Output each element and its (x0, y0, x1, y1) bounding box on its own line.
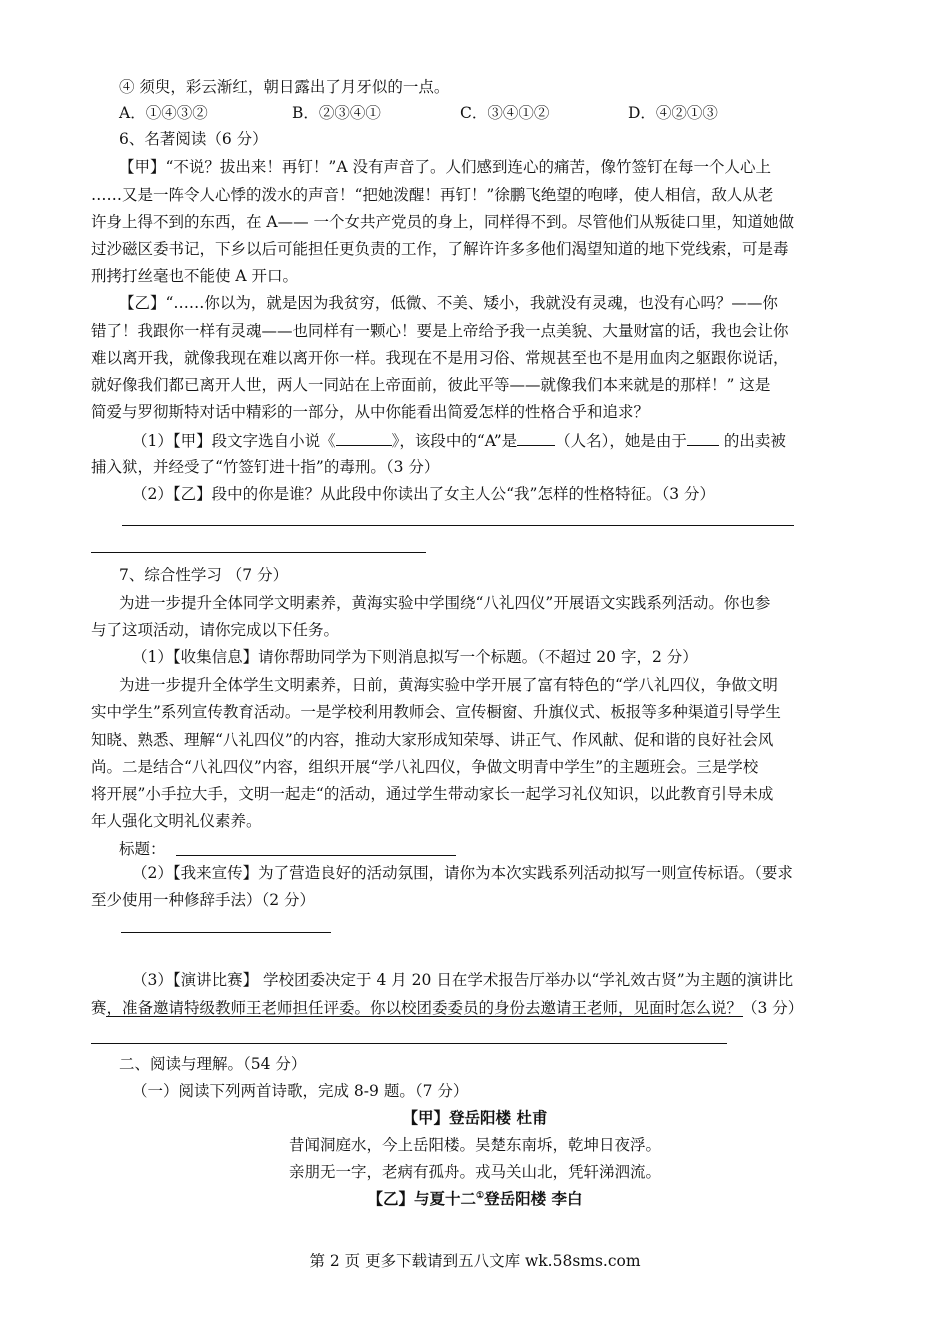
q7-news-line-5: 将开展”小手拉大手，文明一起走“的活动，通过学生带动家长一起学习礼仪知识，以此教育引导未成 (91, 785, 774, 803)
poem1-title: 【甲】登岳阳楼 杜甫 (402, 1108, 548, 1127)
q5-option-b: B．②③④① (292, 104, 381, 122)
q6-yi-line-1: 【乙】“……你以为，就是因为我贫穷，低微、不美、矮小，我就没有灵魂，也没有心吗？——你 (119, 294, 778, 312)
footnote-marker: ① (476, 1190, 485, 1201)
q6-title: 6、名著阅读（6 分） (119, 130, 268, 148)
q6-yi-line-2: 错了！我跟你一样有灵魂——也同样有一颗心！要是上帝给予我一点美貌、大量财富的话，我也会让你 (91, 322, 789, 340)
q7-sub3-line-1: （3）【演讲比赛】 学校团委决定于 4 月 20 日在学术报告厅举办以“学礼效古贤”为主题的演讲比 (132, 971, 794, 989)
q6-sub1-text-a: （1）【甲】段文字选自小说《 (132, 432, 336, 450)
q6-jia-line-4: 过沙磁区委书记，下乡以后可能担任更负责的工作，了解许许多多他们渴望知道的地下党线索，可是毒 (91, 240, 789, 258)
part2-title: 二、阅读与理解。（54 分） (119, 1055, 307, 1073)
q6-jia-line-3: 许身上得不到的东西，在 A—— 一个女共产党员的身上，同样得不到。尽管他们从叛徒口里，知道她做 (91, 213, 795, 231)
q6-sub1-text-c: （人名），她是由于 (555, 432, 687, 450)
poem2-title-a: 【乙】与夏十二 (367, 1189, 477, 1208)
q7-news-line-3: 知晓、熟悉、理解“八礼四仪”的内容，推动大家形成知荣辱、讲正气、作风献、促和谐的良好社会风 (91, 731, 774, 749)
q6-sub2: （2）【乙】段中的你是谁？从此段中你读出了女主人公“我”怎样的性格特征。（3 分） (132, 485, 716, 503)
answer-line-q7-3b[interactable] (91, 1043, 727, 1044)
q7-title-label: 标题： (119, 840, 166, 858)
q6-yi-line-4: 就好像我们都已离开人世，两人一同站在上帝面前，彼此平等——就像我们本来就是的那样！” 这是 (91, 376, 771, 394)
page-footer: 第 2 页 更多下载请到五八文库 wk.58sms.com (309, 1252, 641, 1270)
q6-jia-line-2: ……又是一阵令人心悸的泼水的声音！“把她泼醒！再钉！”徐鹏飞绝望的咆哮，使人相信，敌人从老 (91, 186, 774, 204)
q7-news-line-4: 尚。二是结合“八礼四仪”内容，组织开展“学八礼四仪，争做文明青中学生”的主题班会。三是学校 (91, 758, 759, 776)
q7-news-line-2: 实中学生”系列宣传教育活动。一是学校利用教师会、宣传橱窗、升旗仪式、板报等多种渠道引导学生 (91, 703, 781, 721)
q7-title: 7、综合性学习 （7 分） (119, 566, 289, 584)
q6-sub1-line-2: 捕入狱，并经受了“竹签钉进十指”的毒刑。（3 分） (91, 458, 440, 476)
poem1-line-1: 昔闻洞庭水，今上岳阳楼。吴楚东南坼，乾坤日夜浮。 (288, 1136, 661, 1154)
q6-yi-line-5: 简爱与罗彻斯特对话中精彩的一部分，从中你能看出简爱怎样的性格合乎和追求？ (91, 403, 650, 421)
q5-option-c: C．③④①② (460, 104, 550, 122)
q6-sub1-text-b: 》，该段中的“A”是 (391, 432, 518, 450)
answer-line-headline[interactable] (176, 855, 456, 856)
q7-sub1: （1）【收集信息】请你帮助同学为下则消息拟写一个标题。（不超过 20 字，2 分） (132, 648, 698, 666)
q6-sub1-text-d: 的出卖被 (718, 432, 786, 450)
q5-option-d: D．④②①③ (628, 104, 718, 122)
poem2-title (0, 1188, 950, 1210)
poem2-title-b: 登岳阳楼 李白 (484, 1189, 583, 1208)
q6-jia-line-1: 【甲】“不说？拔出来！再钉！”A 没有声音了。人们感到连心的痛苦，像竹签钉在每一个人心上 (119, 158, 771, 176)
q7-news-line-1: 为进一步提升全体学生文明素养，日前，黄海实验中学开展了富有特色的“学八礼四仪，争做文明 (119, 676, 778, 694)
q5-option-a: A．①④③② (119, 104, 208, 122)
part2-sub: （一）阅读下列两首诗歌，完成 8-9 题。（7 分） (132, 1082, 469, 1100)
q6-jia-line-5: 刑拷打丝毫也不能使 A 开口。 (91, 267, 299, 285)
q7-sub2-line-2: 至少使用一种修辞手法）（2 分） (91, 891, 316, 909)
poem1-line-2: 亲朋无一字，老病有孤舟。戎马关山北，凭轩涕泗流。 (288, 1163, 661, 1181)
q5-item-4: ④ 须臾，彩云渐红，朝日露出了月牙似的一点。 (119, 78, 450, 96)
q7-sub2-line-1: （2）【我来宣传】为了营造良好的活动氛围，请你为本次实践系列活动拟写一则宣传标语。（要求 (132, 864, 793, 882)
answer-line-q6-1[interactable] (122, 525, 794, 526)
q7-sub3-line-2: 赛，准备邀请特级教师王老师担任评委。你以校团委委员的身份去邀请王老师，见面时怎么说？（3 分） (91, 999, 804, 1017)
q7-intro-line-1: 为进一步提升全体同学文明素养，黄海实验中学围绕“八礼四仪”开展语文实践系列活动。你也参 (119, 594, 771, 612)
blank-person-name[interactable] (517, 429, 555, 446)
answer-line-q6-2[interactable] (91, 552, 426, 553)
blank-novel-title[interactable] (336, 429, 392, 446)
blank-betrayer[interactable] (687, 429, 719, 446)
answer-line-q7-3a[interactable] (106, 1016, 743, 1017)
q7-news-line-6: 年人强化文明礼仪素养。 (91, 812, 262, 830)
q7-intro-line-2: 与了这项活动，请你完成以下任务。 (91, 621, 340, 639)
q6-yi-line-3: 难以离开我，就像我现在难以离开你一样。我现在不是用习俗、常规甚至也不是用血肉之躯跟你说话， (91, 349, 789, 367)
answer-line-slogan[interactable] (121, 932, 331, 933)
q6-sub1-line-1 (132, 429, 786, 452)
